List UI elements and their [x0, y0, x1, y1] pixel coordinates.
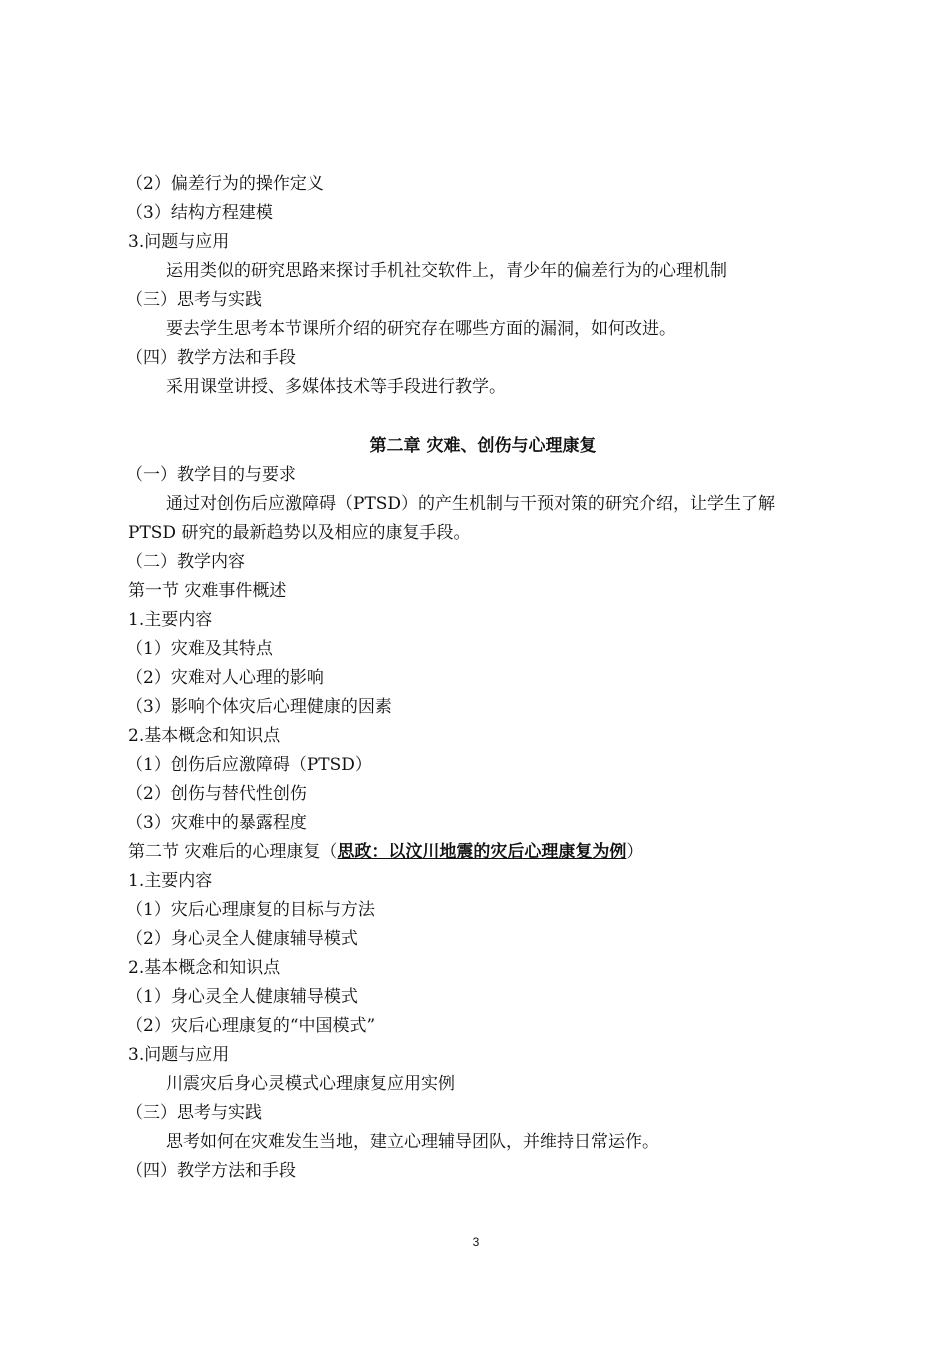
section2-title-suffix: ）	[626, 842, 644, 862]
section2-question-body: 川震灾后身心灵模式心理康复应用实例	[166, 1074, 455, 1094]
section1-main-item: （1）灾难及其特点	[126, 639, 273, 659]
section2-concept-heading: 2.基本概念和知识点	[128, 958, 281, 978]
section2-concept-item: （2）灾后心理康复的“中国模式”	[126, 1016, 376, 1036]
section1-main-item: （2）灾难对人心理的影响	[126, 668, 324, 688]
section1-title: 第一节 灾难事件概述	[128, 581, 287, 601]
prev-method-body: 采用课堂讲授、多媒体技术等手段进行教学。	[166, 377, 506, 397]
prev-item-2: （2）偏差行为的操作定义	[126, 174, 324, 194]
content-heading: （二）教学内容	[126, 552, 245, 572]
prev-method-heading: （四）教学方法和手段	[126, 348, 296, 368]
goal-heading: （一）教学目的与要求	[126, 465, 296, 485]
section2-main-item: （2）身心灵全人健康辅导模式	[126, 929, 358, 949]
section2-main-item: （1）灾后心理康复的目标与方法	[126, 900, 375, 920]
section1-main-heading: 1.主要内容	[128, 610, 213, 630]
section2-title-emphasis: 思政：以汶川地震的灾后心理康复为例	[337, 842, 627, 862]
prev-think-body: 要去学生思考本节课所介绍的研究存在哪些方面的漏洞，如何改进。	[166, 319, 676, 339]
section2-title-prefix: 第二节 灾难后的心理康复（	[128, 842, 338, 862]
section2-main-heading: 1.主要内容	[128, 871, 213, 891]
goal-body-line1: 通过对创伤后应激障碍（PTSD）的产生机制与干预对策的研究介绍，让学生了解	[166, 494, 776, 514]
prev-question-body: 运用类似的研究思路来探讨手机社交软件上，青少年的偏差行为的心理机制	[166, 261, 727, 281]
page-number: 3	[472, 1235, 480, 1249]
prev-question-heading: 3.问题与应用	[128, 232, 230, 252]
section2-question-heading: 3.问题与应用	[128, 1045, 230, 1065]
think-heading: （三）思考与实践	[126, 1103, 262, 1123]
section1-concept-heading: 2.基本概念和知识点	[128, 726, 281, 746]
section1-concept-item: （2）创伤与替代性创伤	[126, 784, 307, 804]
think-body: 思考如何在灾难发生当地，建立心理辅导团队，并维持日常运作。	[166, 1132, 659, 1152]
section1-concept-item: （1）创伤后应激障碍（PTSD）	[126, 755, 372, 775]
section2-title	[128, 838, 838, 867]
method-heading: （四）教学方法和手段	[126, 1161, 296, 1181]
prev-think-heading: （三）思考与实践	[126, 290, 262, 310]
goal-body-line2: PTSD 研究的最新趋势以及相应的康复手段。	[128, 523, 471, 543]
section1-concept-item: （3）灾难中的暴露程度	[126, 813, 307, 833]
chapter-title: 第二章 灾难、创伤与心理康复	[369, 436, 597, 456]
prev-item-3: （3）结构方程建模	[126, 203, 273, 223]
document-body	[128, 170, 838, 1186]
section1-main-item: （3）影响个体灾后心理健康的因素	[126, 697, 392, 717]
section2-concept-item: （1）身心灵全人健康辅导模式	[126, 987, 358, 1007]
